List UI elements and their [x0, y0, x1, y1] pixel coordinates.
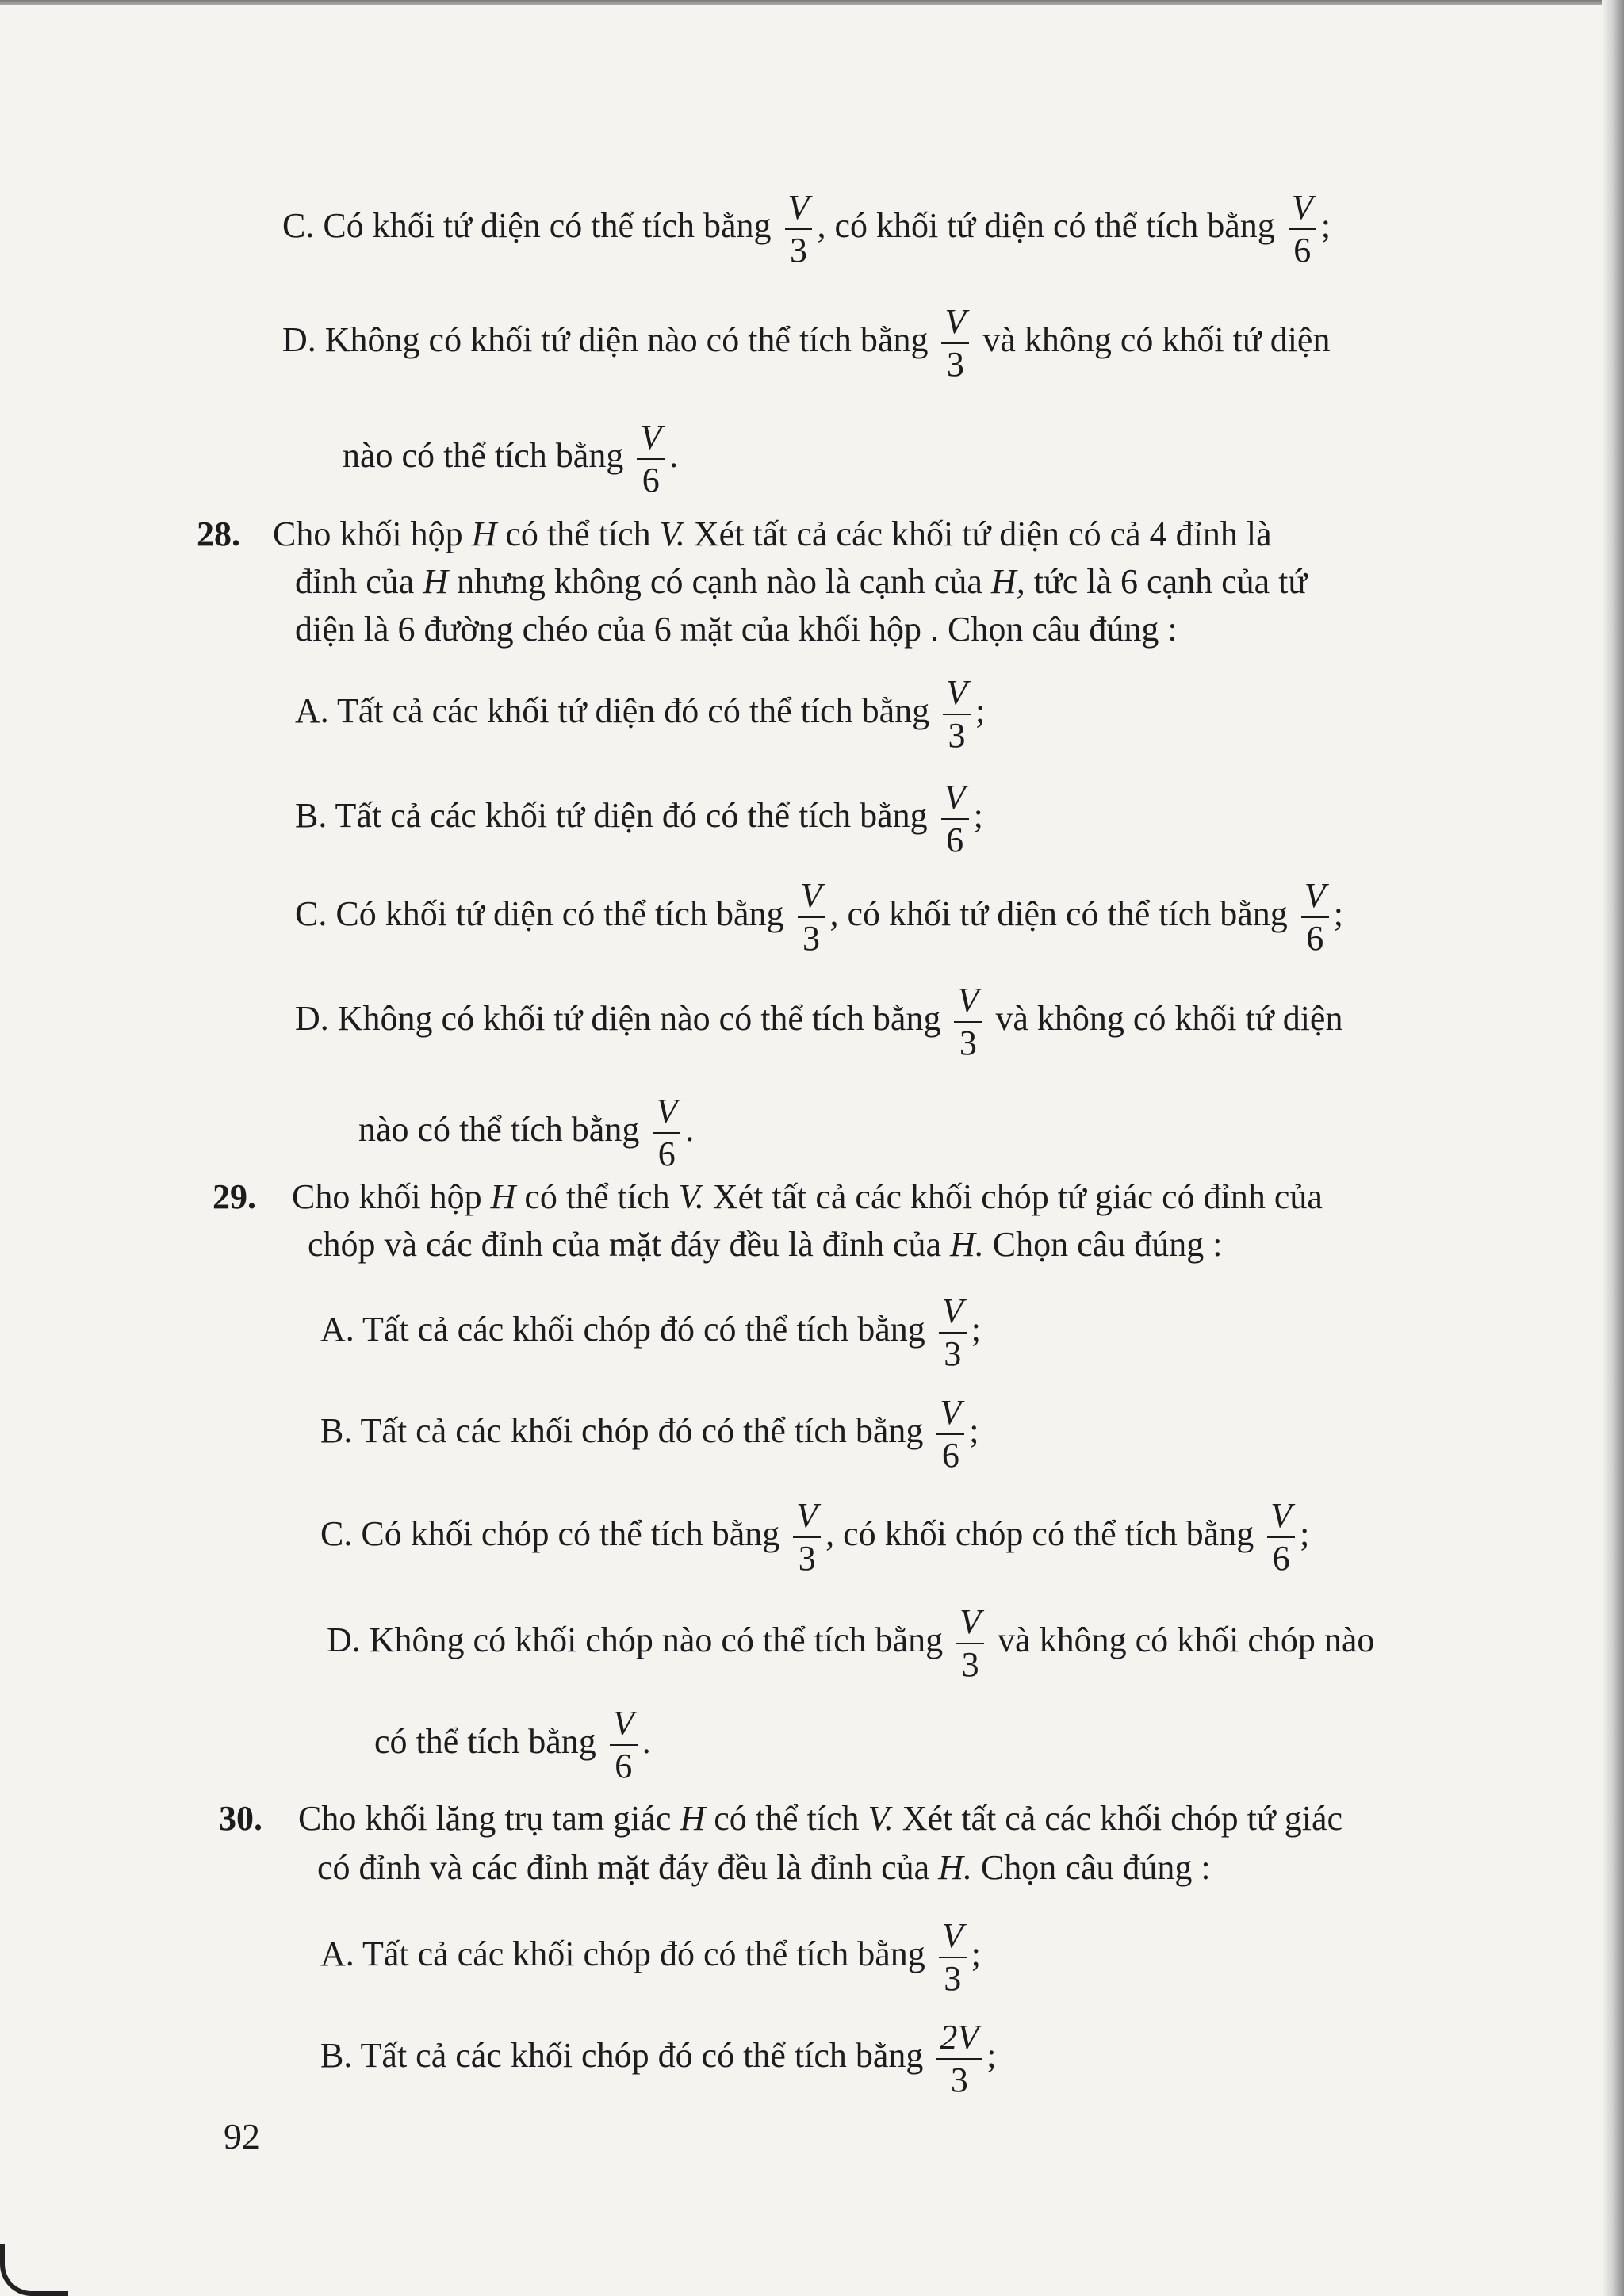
fraction	[943, 675, 971, 753]
fraction	[936, 2020, 982, 2098]
denominator: 6	[657, 1135, 676, 1173]
question-text: diện là 6 đường chéo của 6 mặt của khối hộp . Chọn câu đúng :	[295, 610, 1178, 649]
fraction	[1267, 1498, 1295, 1576]
fraction	[785, 190, 813, 268]
numerator: V	[656, 1092, 678, 1131]
question-text: đỉnh của	[295, 562, 415, 601]
denominator: 6	[941, 1436, 959, 1475]
question-text: nhưng không có cạnh nào là cạnh của	[457, 562, 982, 601]
denominator: 3	[948, 716, 966, 755]
option-end: ;	[1300, 1514, 1310, 1554]
question-number: 30.	[219, 1799, 262, 1838]
var-h: H.	[938, 1848, 972, 1887]
fraction	[653, 1094, 680, 1172]
q30-option-a	[320, 1916, 981, 1998]
denominator: 6	[642, 461, 660, 499]
fraction	[798, 878, 825, 956]
question-text: có thể tích	[524, 1177, 670, 1216]
option-text: C. Có khối chóp có thể tích bằng	[320, 1514, 780, 1554]
prev-option-c	[282, 190, 1331, 268]
numerator: V	[944, 302, 967, 341]
prev-option-d-cont	[343, 420, 678, 498]
fraction	[1301, 878, 1329, 956]
option-end: ;	[975, 691, 986, 731]
denominator: 3	[961, 1645, 979, 1684]
option-text: nào có thể tích bằng	[358, 1110, 640, 1150]
numerator: V	[940, 1393, 962, 1432]
q28-line1	[197, 514, 1272, 555]
numerator: V	[796, 1496, 818, 1535]
numerator: V	[957, 981, 979, 1020]
denominator: 6	[615, 1747, 633, 1785]
denominator: 3	[789, 231, 807, 270]
option-text: nào có thể tích bằng	[343, 436, 624, 476]
option-text: , có khối tứ diện có thể tích bằng	[829, 894, 1288, 934]
question-text: có đỉnh và các đỉnh mặt đáy đều là đỉnh của	[317, 1848, 930, 1887]
q29-option-d	[327, 1602, 1375, 1684]
var-h: H	[490, 1177, 516, 1216]
q28-option-d	[295, 983, 1342, 1061]
fraction	[954, 983, 982, 1061]
q28-option-a	[295, 675, 985, 753]
fraction	[939, 1916, 967, 1998]
page-corner-mark	[0, 2244, 68, 2296]
numerator: V	[612, 1704, 634, 1743]
question-text: Xét tất cả các khối tứ diện có cả 4 đỉnh là	[693, 515, 1272, 553]
option-text: D. Không có khối chóp nào có thể tích bằng	[327, 1621, 944, 1660]
question-number: 28.	[197, 515, 240, 553]
numerator: V	[1304, 876, 1326, 915]
option-end: ;	[1320, 206, 1331, 246]
var-h: H	[471, 515, 497, 553]
fraction	[793, 1498, 821, 1576]
q28-option-c	[295, 878, 1343, 956]
question-text: Xét tất cả các khối chóp tứ giác	[902, 1799, 1342, 1838]
option-text: và không có khối tứ diện	[982, 320, 1331, 360]
option-text: B. Tất cả các khối tứ diện đó có thể tích bằng	[295, 796, 928, 836]
option-text: D. Không có khối tứ diện nào có thể tích bằng	[295, 999, 941, 1039]
option-end: .	[642, 1722, 651, 1762]
var-h: H.	[950, 1225, 984, 1264]
fraction	[936, 1395, 964, 1473]
question-text: chóp và các đỉnh của mặt đáy đều là đỉnh của	[308, 1225, 942, 1264]
option-text: B. Tất cả các khối chóp đó có thể tích bằng	[320, 1411, 924, 1451]
q29-option-b	[320, 1395, 979, 1473]
option-text: và không có khối chóp nào	[998, 1621, 1375, 1660]
question-text: Xét tất cả các khối chóp tứ giác có đỉnh của	[712, 1177, 1323, 1216]
question-text: có thể tích	[714, 1799, 860, 1838]
denominator: 3	[944, 1959, 962, 1998]
option-end: ;	[973, 796, 983, 836]
question-text: Chọn câu đúng :	[980, 1848, 1211, 1887]
fraction	[939, 1294, 967, 1372]
option-text: A. Tất cả các khối tứ diện đó có thể tích bằng	[295, 691, 930, 731]
q29-option-c	[320, 1498, 1309, 1576]
page-number: 92	[224, 2116, 260, 2156]
fraction	[637, 420, 665, 498]
option-text: , có khối chóp có thể tích bằng	[825, 1514, 1254, 1554]
question-text: có thể tích	[505, 515, 651, 553]
q29-option-a	[320, 1294, 981, 1372]
numerator: V	[787, 188, 810, 227]
q28-line3	[295, 609, 1178, 650]
question-text: Cho khối lăng trụ tam giác	[298, 1799, 672, 1838]
q29-line2	[308, 1224, 1222, 1265]
option-text: có thể tích bằng	[374, 1722, 596, 1762]
prev-option-d	[282, 304, 1330, 382]
fraction	[610, 1706, 638, 1784]
denominator: 6	[946, 821, 964, 859]
option-end: ;	[986, 2036, 997, 2076]
question-text: tức là 6 cạnh của tứ	[1033, 562, 1308, 601]
var-h: H,	[990, 562, 1025, 601]
fraction	[1289, 190, 1316, 268]
q28-option-d-cont	[358, 1094, 694, 1172]
option-end: ;	[969, 1411, 979, 1451]
numerator: V	[640, 418, 662, 457]
option-text: D. Không có khối tứ diện nào có thể tích bằng	[282, 320, 929, 360]
var-v: V.	[678, 1177, 704, 1216]
numerator: 2V	[940, 2018, 979, 2057]
question-text: Chọn câu đúng :	[992, 1225, 1223, 1264]
option-text: C. Có khối tứ diện có thể tích bằng	[295, 894, 784, 934]
fraction	[941, 780, 969, 858]
option-end: ;	[1333, 894, 1343, 934]
fraction	[956, 1602, 984, 1684]
q29-option-d-cont	[374, 1706, 651, 1784]
option-text: A. Tất cả các khối chóp đó có thể tích bằng	[320, 1934, 925, 1974]
numerator: V	[800, 876, 822, 915]
numerator: V	[959, 1602, 982, 1641]
top-edge-line	[0, 0, 1624, 5]
denominator: 6	[1272, 1539, 1290, 1578]
numerator: V	[944, 778, 966, 817]
numerator: V	[941, 1916, 963, 1955]
fraction	[941, 304, 969, 382]
denominator: 6	[1306, 919, 1324, 958]
numerator: V	[1291, 188, 1313, 227]
option-end: .	[685, 1110, 695, 1150]
denominator: 3	[802, 919, 820, 958]
numerator: V	[946, 673, 967, 712]
var-v: V.	[868, 1799, 894, 1838]
option-text: , có khối tứ diện có thể tích bằng	[817, 206, 1275, 246]
numerator: V	[941, 1292, 963, 1330]
denominator: 3	[798, 1539, 816, 1578]
q29-line1	[213, 1177, 1323, 1218]
question-number: 29.	[213, 1177, 256, 1216]
binding-edge	[1602, 0, 1624, 2296]
q28-line2	[295, 561, 1307, 603]
var-h: H	[680, 1799, 706, 1838]
question-text: Cho khối hộp	[273, 515, 463, 553]
denominator: 3	[959, 1024, 977, 1062]
q30-line2	[317, 1847, 1211, 1888]
option-text: B. Tất cả các khối chóp đó có thể tích bằng	[320, 2036, 924, 2076]
var-h: H	[423, 562, 449, 601]
q30-line1	[219, 1798, 1342, 1839]
denominator: 3	[944, 1334, 962, 1373]
numerator: V	[1270, 1496, 1293, 1535]
option-end: ;	[971, 1934, 981, 1974]
question-text: Cho khối hộp	[292, 1177, 482, 1216]
option-text: và không có khối tứ diện	[995, 999, 1343, 1039]
denominator: 3	[950, 2061, 968, 2099]
option-end: .	[669, 436, 679, 476]
denominator: 3	[946, 345, 964, 384]
q30-option-b	[320, 2020, 997, 2098]
option-text: A. Tất cả các khối chóp đó có thể tích bằng	[320, 1310, 925, 1349]
option-end: ;	[971, 1310, 981, 1349]
var-v: V.	[659, 515, 685, 553]
option-text: C. Có khối tứ diện có thể tích bằng	[282, 206, 772, 246]
denominator: 6	[1293, 231, 1312, 270]
q28-option-b	[295, 780, 983, 858]
